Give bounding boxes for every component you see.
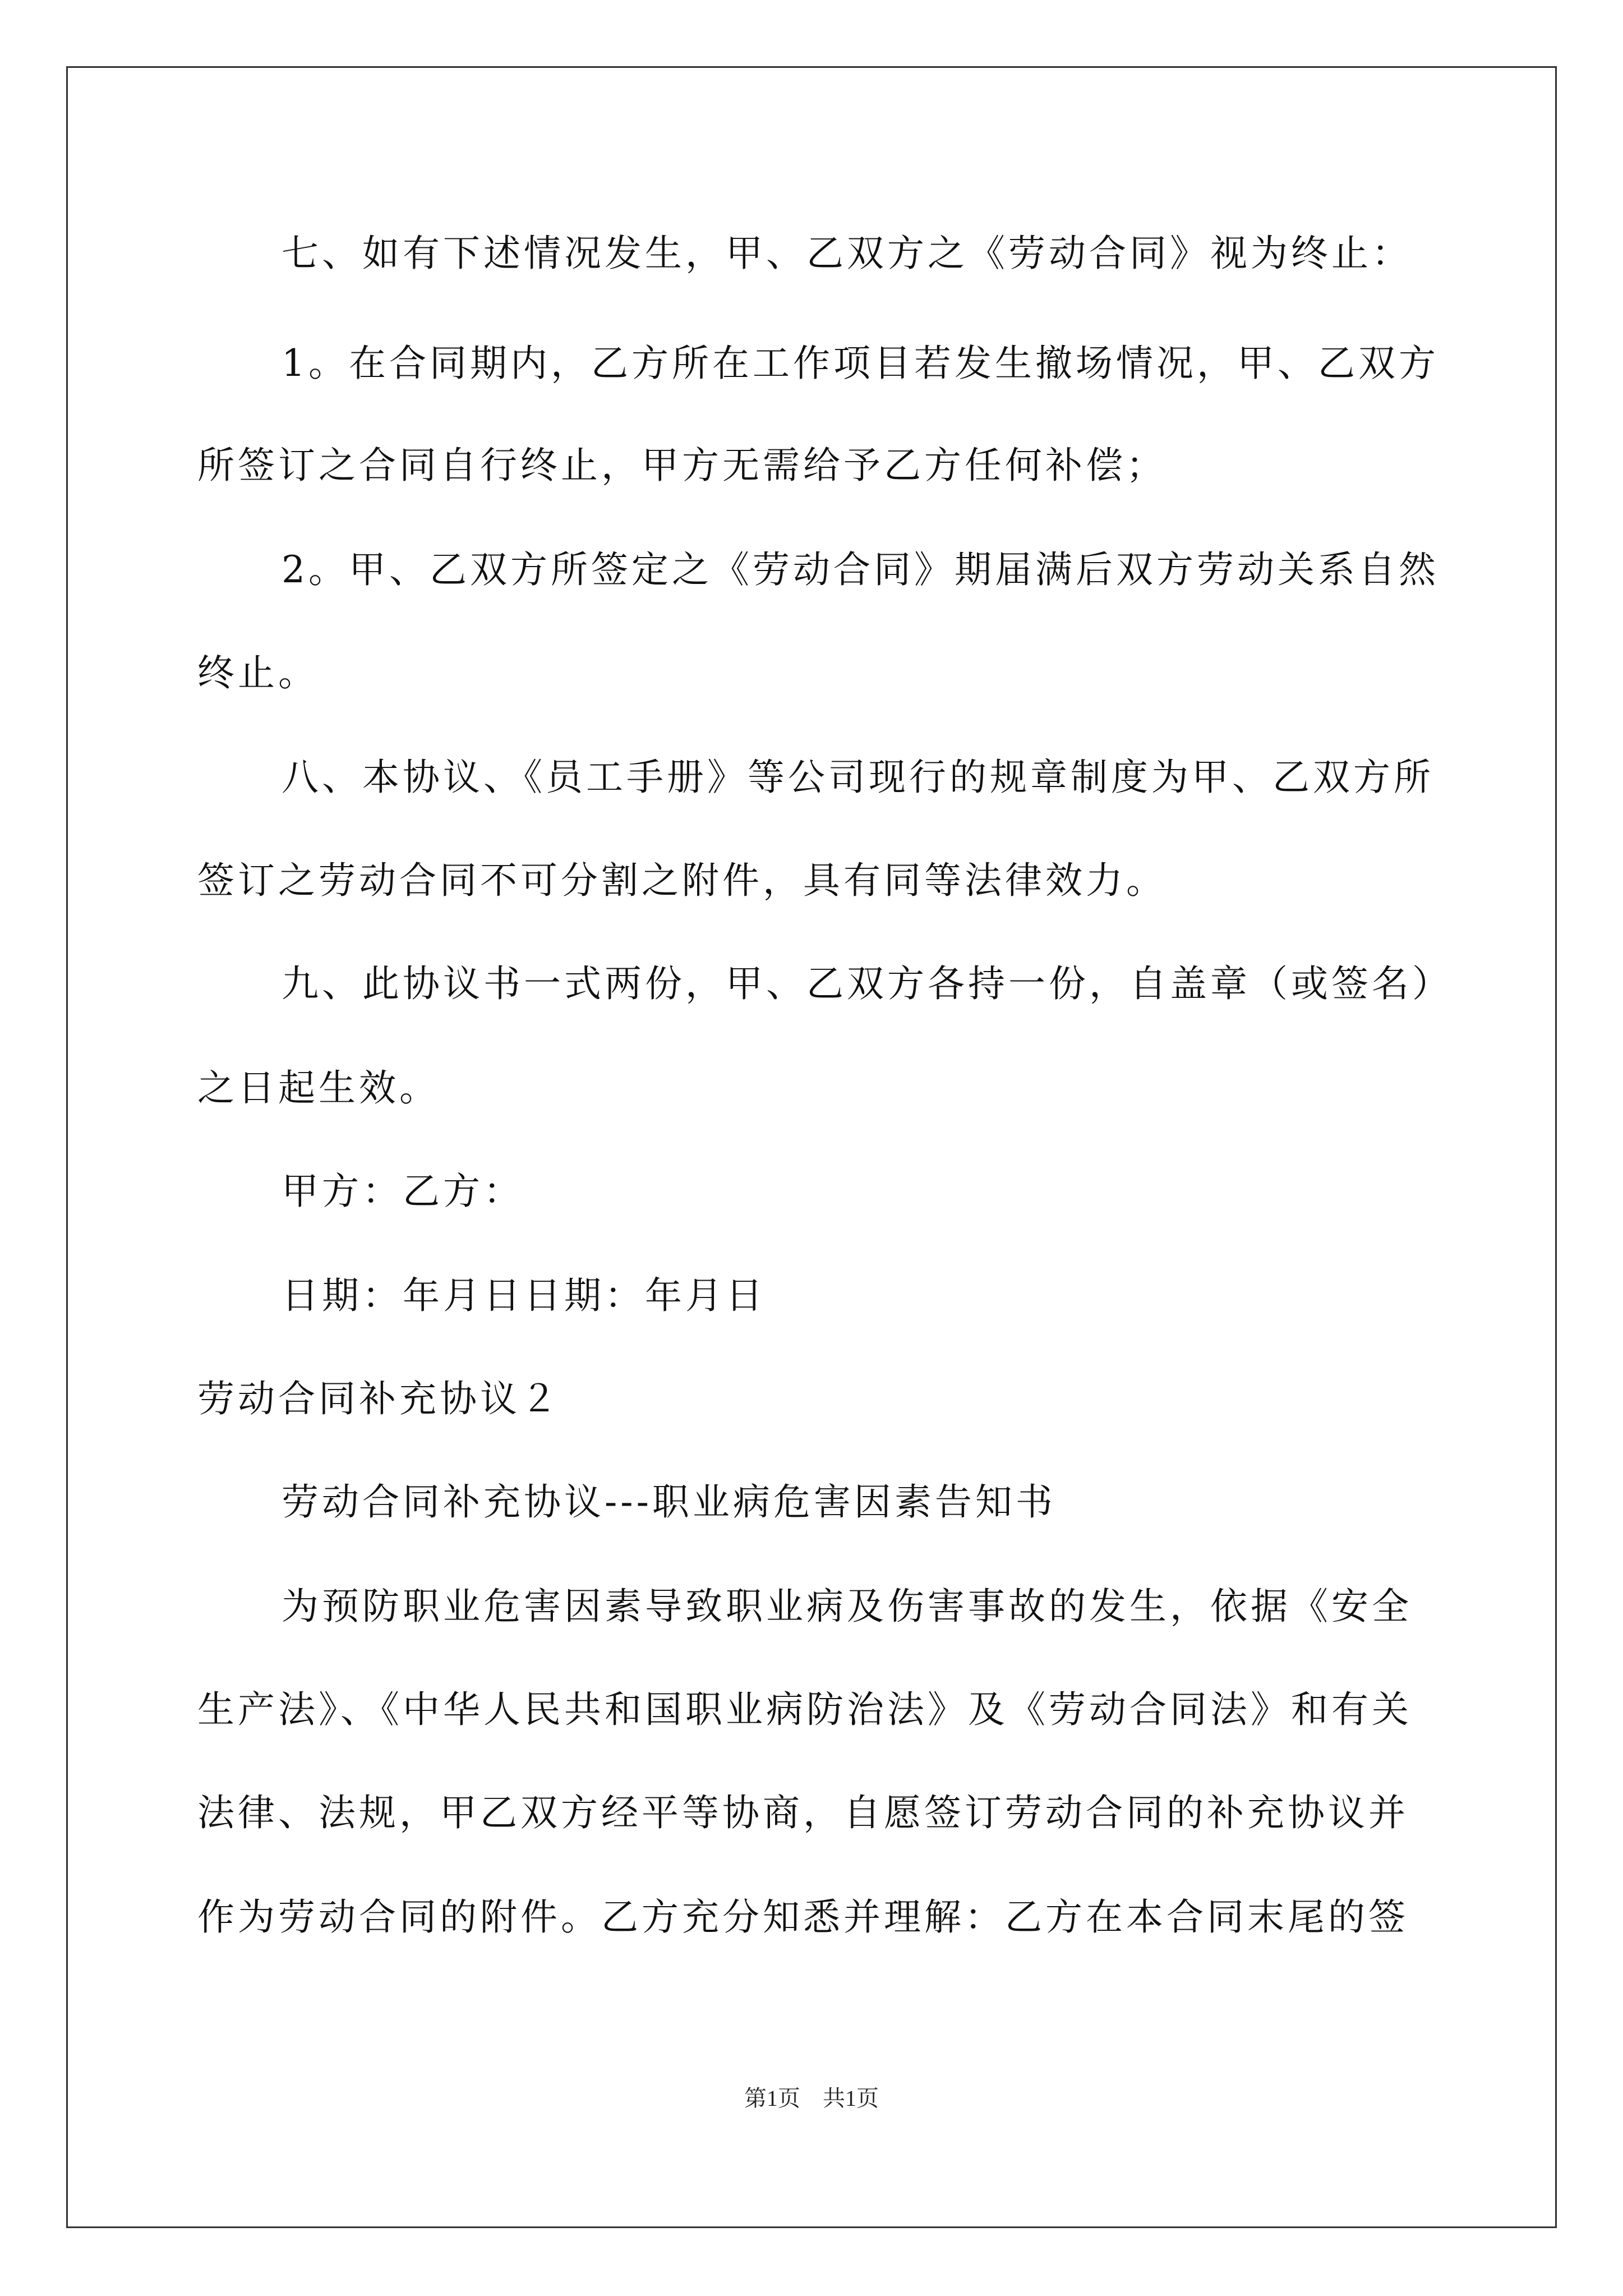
clause-7-heading: 七、如有下述情况发生，甲、乙双方之《劳动合同》视为终止：	[282, 232, 1412, 275]
body-paragraph-line-2: 生产法》、《中华人民共和国职业病防治法》及《劳动合同法》和有关	[197, 1688, 1412, 1731]
body-paragraph-line-1: 为预防职业危害因素导致职业病及伤害事故的发生，依据《安全	[282, 1585, 1412, 1628]
clause-8-line-1: 八、本协议、《员工手册》等公司现行的规章制度为甲、乙双方所	[282, 756, 1434, 799]
section-subtitle: 劳动合同补充协议---职业病危害因素告知书	[282, 1480, 1056, 1524]
clause-9-line-1: 九、此协议书一式两份，甲、乙双方各持一份，自盖章（或签名）	[282, 962, 1453, 1005]
clause-7-item-2-line-1: 2。甲、乙双方所签定之《劳动合同》期届满后双方劳动关系自然	[282, 548, 1439, 591]
signature-dates: 日期：年月日日期：年月日	[282, 1274, 766, 1317]
clause-9-line-2: 之日起生效。	[197, 1066, 440, 1110]
clause-7-item-1-line-1: 1。在合同期内，乙方所在工作项目若发生撤场情况，甲、乙双方	[282, 342, 1439, 385]
body-paragraph-line-3: 法律、法规，甲乙双方经平等协商，自愿签订劳动合同的补充协议并	[197, 1791, 1409, 1834]
body-paragraph-line-4: 作为劳动合同的附件。乙方充分知悉并理解：乙方在本合同末尾的签	[197, 1895, 1409, 1939]
signature-parties: 甲方：乙方：	[282, 1170, 524, 1213]
clause-7-item-1-line-2: 所签订之合同自行终止，甲方无需给予乙方任何补偿；	[197, 444, 1166, 487]
section-title: 劳动合同补充协议２	[197, 1377, 561, 1420]
page-number-footer: 第1页 共1页	[744, 2086, 879, 2111]
clause-8-line-2: 签订之劳动合同不可分割之附件，具有同等法律效力。	[197, 859, 1166, 902]
clause-7-item-2-line-2: 终止。	[197, 651, 319, 694]
